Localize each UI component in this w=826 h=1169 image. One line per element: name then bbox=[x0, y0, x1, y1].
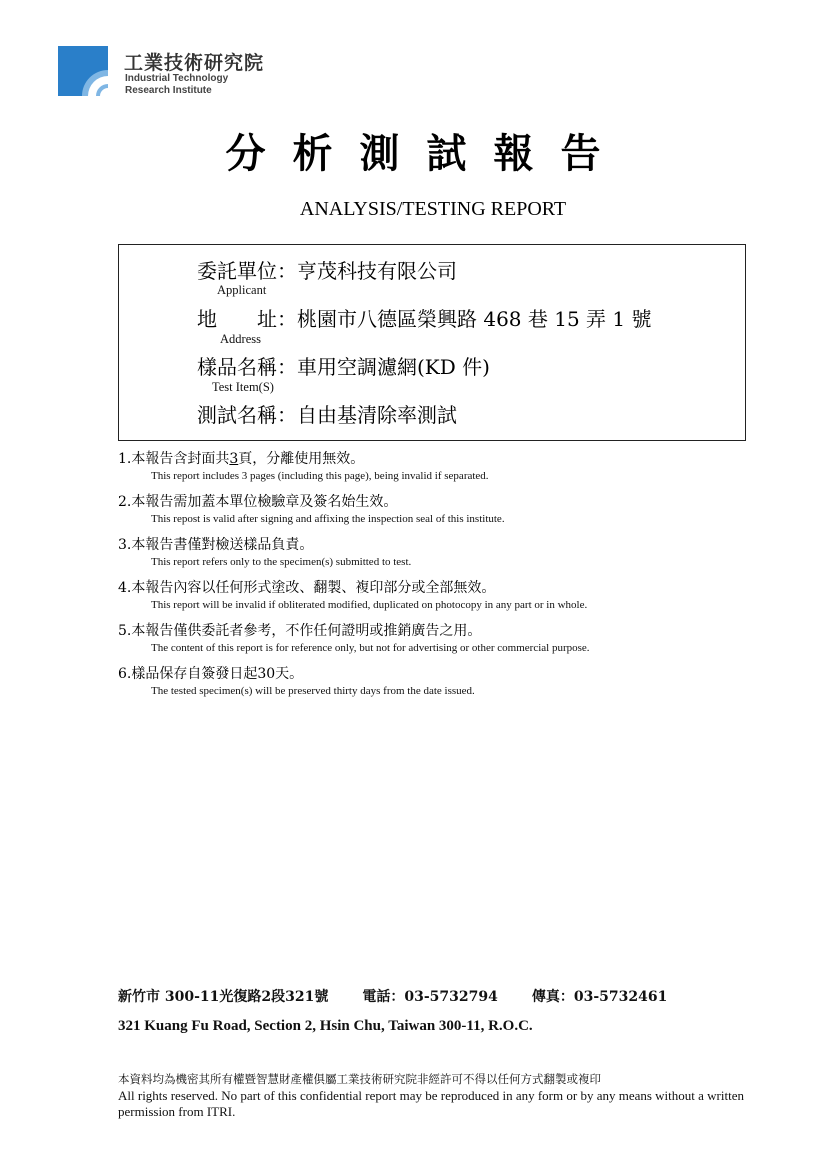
footer-phone: 電話：03-5732794 bbox=[362, 989, 498, 1005]
report-title-cn: 分析測試報告 bbox=[225, 131, 628, 177]
test-name-value: 自由基清除率測試 bbox=[297, 403, 457, 427]
note-1 bbox=[118, 450, 778, 483]
address-row bbox=[197, 303, 652, 332]
note-4-cn: 4.本報告內容以任何形式塗改、翻製、複印部分或全部無效。 bbox=[118, 580, 496, 596]
note-5 bbox=[118, 622, 778, 655]
footer-address-cn: 新竹市 300-11光復路2段321號 bbox=[118, 989, 329, 1005]
test-item-label: 樣品名稱： bbox=[197, 355, 297, 379]
note-1-cn-pre: 1.本報告含封面共 bbox=[118, 451, 230, 467]
footer-address-en: 321 Kuang Fu Road, Section 2, Hsin Chu, Taiwan 300-11, R.O.C. bbox=[118, 1018, 533, 1034]
report-notes bbox=[118, 450, 778, 708]
note-1-page-count: 3 bbox=[229, 451, 239, 467]
itri-logo bbox=[58, 46, 288, 98]
footer-copyright-cn: 本資料均為機密其所有權暨智慧財產權俱屬工業技術研究院非經許可不得以任何方式翻製或複印 bbox=[118, 1072, 601, 1086]
note-2-en: This repost is valid after signing and affixing the inspection seal of this institute. bbox=[151, 513, 505, 525]
applicant-en-label: Applicant bbox=[217, 283, 267, 297]
test-name-label: 測試名稱： bbox=[197, 403, 297, 427]
test-name-row bbox=[197, 399, 457, 428]
report-info-box bbox=[118, 244, 746, 441]
note-5-cn: 5.本報告僅供委託者參考，不作任何證明或推銷廣告之用。 bbox=[118, 623, 482, 639]
footer-copyright-en: All rights reserved. No part of this confidential report may be reproduced in any form or by any means without a written permission from ITRI. bbox=[118, 1088, 744, 1119]
logo-en-line2: Research Institute bbox=[125, 84, 212, 96]
address-label: 地 址： bbox=[197, 307, 297, 331]
test-item-en-label: Test Item(S) bbox=[212, 380, 274, 394]
address-value: 桃園市八德區榮興路 468 巷 15 弄 1 號 bbox=[297, 307, 652, 331]
applicant-label: 委託單位： bbox=[197, 259, 297, 283]
note-6-en: The tested specimen(s) will be preserved thirty days from the date issued. bbox=[151, 685, 475, 697]
address-en-label: Address bbox=[220, 332, 261, 346]
itri-logo-icon bbox=[58, 46, 108, 96]
logo-en-line1: Industrial Technology bbox=[125, 73, 229, 84]
note-6-cn: 6.樣品保存自簽發日起30天。 bbox=[118, 666, 304, 682]
note-4-en: This report will be invalid if obliterated modified, duplicated on photocopy in any part or in whole. bbox=[151, 599, 588, 611]
test-item-row bbox=[197, 351, 490, 380]
note-5-en: The content of this report is for reference only, but not for advertising or other commercial purpose. bbox=[151, 642, 590, 654]
note-1-cn bbox=[118, 450, 778, 469]
note-1-cn-post: 頁，分離使用無效。 bbox=[238, 451, 365, 467]
note-3-en: This report refers only to the specimen(s) submitted to test. bbox=[151, 556, 412, 568]
note-2 bbox=[118, 493, 778, 526]
footer-contact-cn bbox=[118, 986, 701, 1006]
report-title-en: ANALYSIS/TESTING REPORT bbox=[299, 198, 567, 220]
test-item-value: 車用空調濾網(KD 件) bbox=[297, 355, 490, 379]
note-2-cn: 2.本報告需加蓋本單位檢驗章及簽名始生效。 bbox=[118, 494, 398, 510]
footer-fax: 傳真：03-5732461 bbox=[531, 989, 668, 1005]
note-1-en: This report includes 3 pages (including this page), being invalid if separated. bbox=[151, 470, 489, 482]
applicant-value: 亨茂科技有限公司 bbox=[297, 259, 457, 283]
note-6 bbox=[118, 665, 778, 698]
note-3 bbox=[118, 536, 778, 569]
note-3-cn: 3.本報告書僅對檢送樣品負責。 bbox=[118, 537, 314, 553]
logo-cn-name: 工業技術研究院 bbox=[124, 52, 265, 74]
applicant-row bbox=[197, 255, 457, 284]
logo-en-name bbox=[125, 73, 228, 96]
note-4 bbox=[118, 579, 778, 612]
